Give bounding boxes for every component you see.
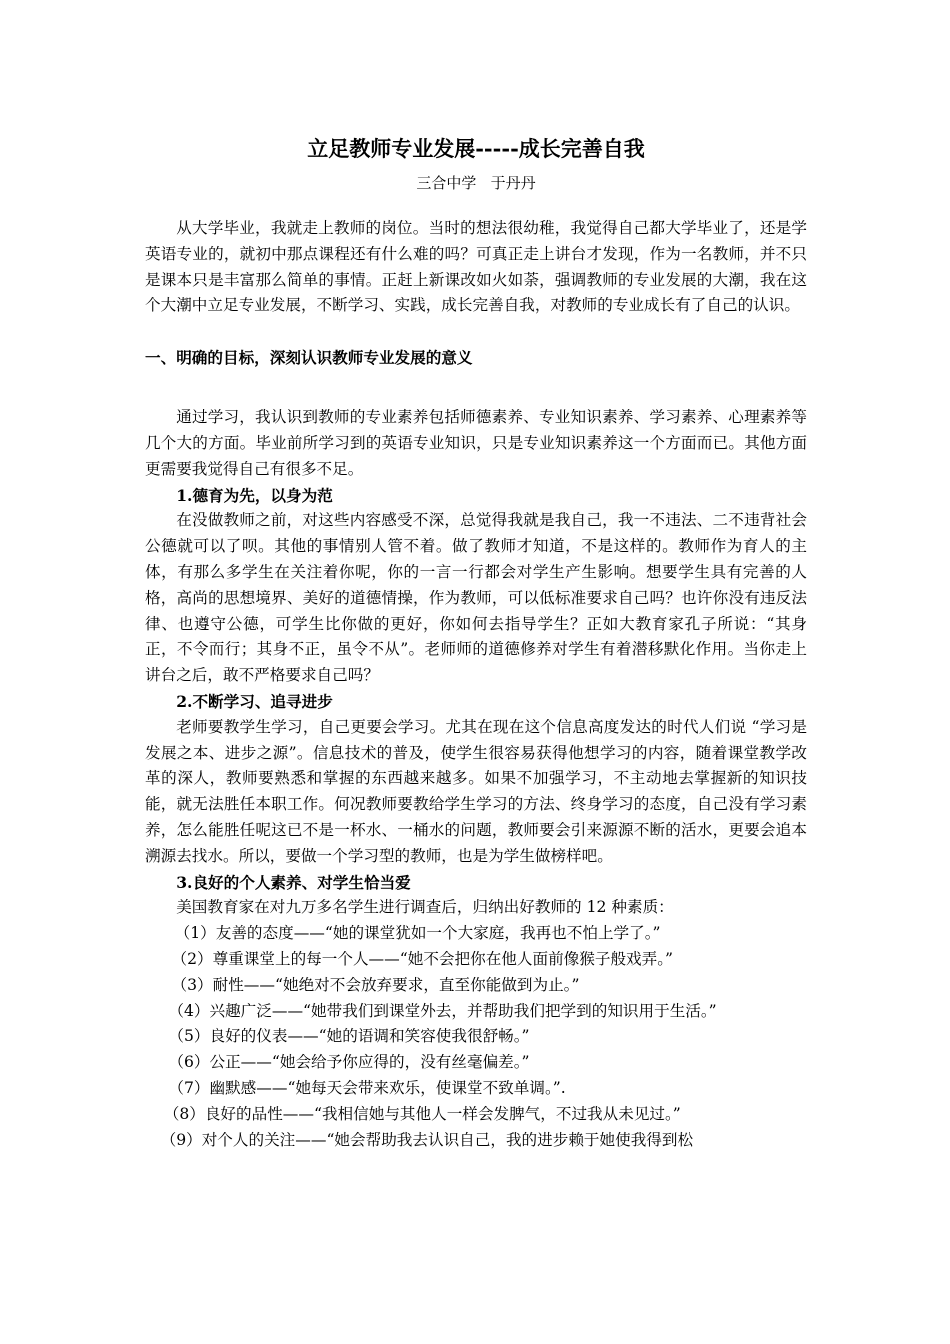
document-author: 三合中学 于丹丹 <box>416 174 536 192</box>
section-1-paragraph: 通过学习，我认识到教师的专业素养包括师德素养、专业知识素养、学习素养、心理素养等几个大的方面。毕业前所学习到的英语专业知识，只是专业知识素养这一个方面而已。其他方面更需要我觉得自己有很多不足。 <box>145 408 807 478</box>
quality-item-3: （3）耐性——“她绝对不会放弃要求，直至你能做到为止。” <box>171 975 580 994</box>
quality-item-4: （4）兴趣广泛——“她带我们到课堂外去，并帮助我们把学到的知识用于生活。” <box>168 1001 717 1020</box>
quality-item-8: （8）良好的品性——“我相信她与其他人一样会发脾气，不过我从未见过。” <box>163 1104 681 1123</box>
document-title: 立足教师专业发展-----成长完善自我 <box>307 136 645 161</box>
quality-item-5: （5）良好的仪表——“她的语调和笑容使我很舒畅。” <box>168 1027 530 1046</box>
sub-3-paragraph: 美国教育家在对九万多名学生进行调查后，归纳出好教师的 12 种素质： <box>176 898 674 917</box>
quality-item-1: （1）友善的态度——“她的课堂犹如一个大家庭，我再也不怕上学了。” <box>174 924 661 943</box>
sub-heading-1: 1.德育为先，以身为范 <box>176 485 333 505</box>
quality-item-2: （2）尊重课堂上的每一个人——“她不会把你在他人面前像猴子般戏弄。” <box>171 949 673 968</box>
section-heading-1: 一、明确的目标，深刻认识教师专业发展的意义 <box>145 349 473 368</box>
sub-heading-3: 3.良好的个人素养、对学生恰当爱 <box>176 872 411 892</box>
sub-heading-2: 2.不断学习、追寻进步 <box>176 691 333 711</box>
intro-paragraph: 从大学毕业，我就走上教师的岗位。当时的想法很幼稚，我觉得自己都大学毕业了，还是学英语专业的，就初中那点课程还有什么难的吗？可真正走上讲台才发现，作为一名教师，并不只是课本只是丰富那么简单的事情。正赶上新课改如火如荼，强调教师的专业发展的大潮，我在这个大潮中立足专业发展，不断学习、实践，成长完善自我，对教师的专业成长有了自己的认识。 <box>145 219 807 315</box>
sub-2-paragraph: 老师要教学生学习，自己更要会学习。尤其在现在这个信息高度发达的时代人们说 “学习是发展之本、进步之源”。信息技术的普及，使学生很容易获得他想学习的内容，随着课堂教学改革的深人，教师要熟悉和掌握的东西越来越多。如果不加强学习，不主动地去掌握新的知识技能，就无法胜任本职工作。何况教师要教给学生学习的方法、终身学习的态度，自己没有学习素养，怎么能胜任呢这已不是一杯水、一桶水的问题，教师要会引来源源不断的活水，更要会追本溯源去找水。所以，要做一个学习型的教师，也是为学生做榜样吧。 <box>145 717 807 865</box>
quality-item-6: （6）公正——“她会给予你应得的，没有丝毫偏差。” <box>168 1053 530 1072</box>
document-page <box>145 132 807 1153</box>
quality-item-7: （7）幽默感——“她每天会带来欢乐，使课堂不致单调。”. <box>168 1078 566 1097</box>
quality-item-9: （9）对个人的关注——“她会帮助我去认识自己，我的进步赖于她使我得到松 <box>160 1130 694 1149</box>
sub-1-paragraph: 在没做教师之前，对这些内容感受不深，总觉得我就是我自己，我一不违法、二不违背社会公德就可以了呗。其他的事情别人管不着。做了教师才知道，不是这样的。教师作为育人的主体，有那么多学生在关注着你呢，你的一言一行都会对学生产生影响。想要学生具有完善的人格，高尚的思想境界、美好的道德情操，作为教师，可以低标准要求自己吗？也许你没有违反法律、也遵守公德，可学生比你做的更好，你如何去指导学生？正如大教育家孔子所说：“其身正，不令而行；其身不正，虽令不从”。老师师的道德修养对学生有着潜移默化作用。当你走上讲台之后，敢不严格要求自己吗？ <box>145 511 807 685</box>
